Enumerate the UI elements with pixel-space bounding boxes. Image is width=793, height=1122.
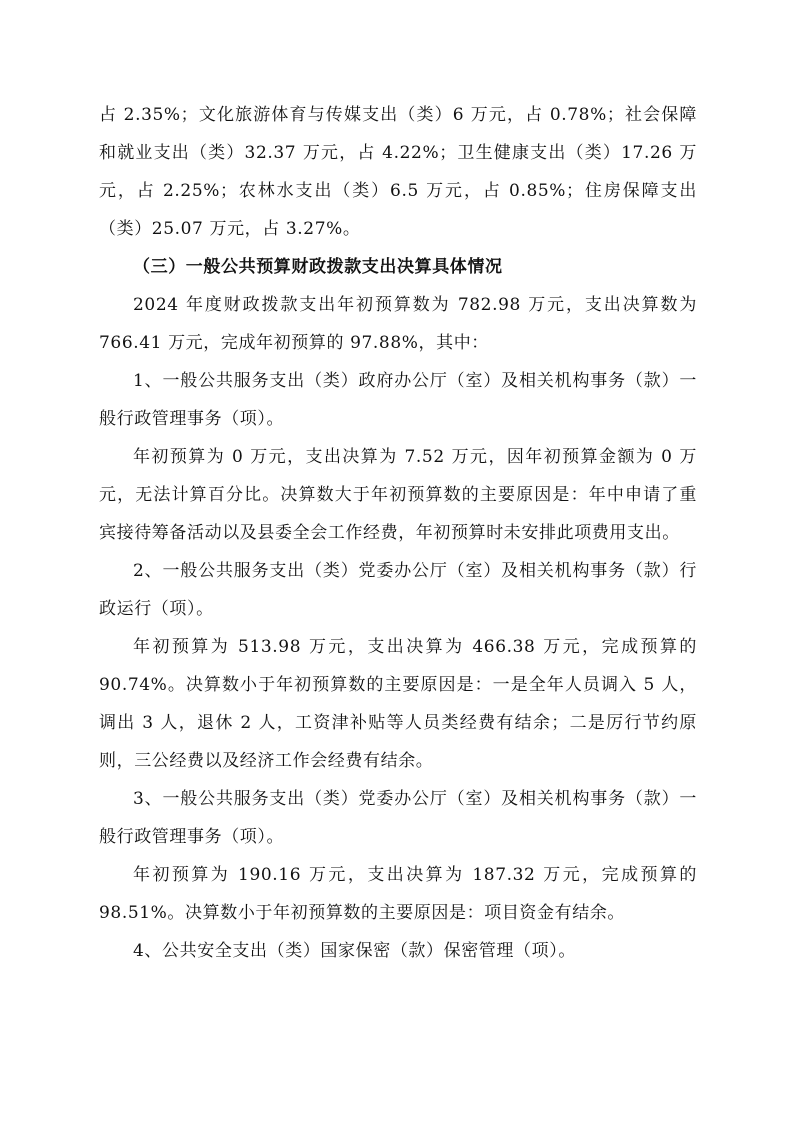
item-2-title: 2、一般公共服务支出（类）党委办公厅（室）及相关机构事务（款）行政运行（项）。 <box>99 561 697 619</box>
paragraph-budget-summary: 2024 年度财政拨款支出年初预算数为 782.98 万元，支出决算数为 766.41 万元，完成年初预算的 97.88%，其中： <box>99 295 697 353</box>
item-3-detail: 年初预算为 190.16 万元，支出决算为 187.32 万元，完成预算的 98.51%。决算数小于年初预算数的主要原因是：项目资金有结余。 <box>99 865 697 923</box>
paragraph-expense-breakdown: 占 2.35%；文化旅游体育与传媒支出（类）6 万元，占 0.78%；社会保障和就业支出（类）32.37 万元，占 4.22%；卫生健康支出（类）17.26 万元，占 2.25%；农林水支出（类）6.5 万元，占 0.85%；住房保障支出（类）25.07 万元，占 3.27%。 <box>99 105 697 239</box>
item-4-title: 4、公共安全支出（类）国家保密（款）保密管理（项）。 <box>133 941 576 961</box>
item-2-detail: 年初预算为 513.98 万元，支出决算为 466.38 万元，完成预算的 90.74%。决算数小于年初预算数的主要原因是：一是全年人员调入 5 人，调出 3 人，退休 2 人，工资津补贴等人员类经费有结余；二是厉行节约原则，三公经费以及经济工作会经费有结余。 <box>99 637 697 771</box>
item-1-detail: 年初预算为 0 万元，支出决算为 7.52 万元，因年初预算金额为 0 万元，无法计算百分比。决算数大于年初预算数的主要原因是：年中申请了重宾接待筹备活动以及县委全会工作经费，年初预算时未安排此项费用支出。 <box>99 447 697 543</box>
section-heading: （三）一般公共预算财政拨款支出决算具体情况 <box>133 257 503 277</box>
item-3-title: 3、一般公共服务支出（类）党委办公厅（室）及相关机构事务（款）一般行政管理事务（项）。 <box>99 789 697 847</box>
item-1-title: 1、一般公共服务支出（类）政府办公厅（室）及相关机构事务（款）一般行政管理事务（项）。 <box>99 371 697 429</box>
document-body <box>99 96 697 970</box>
